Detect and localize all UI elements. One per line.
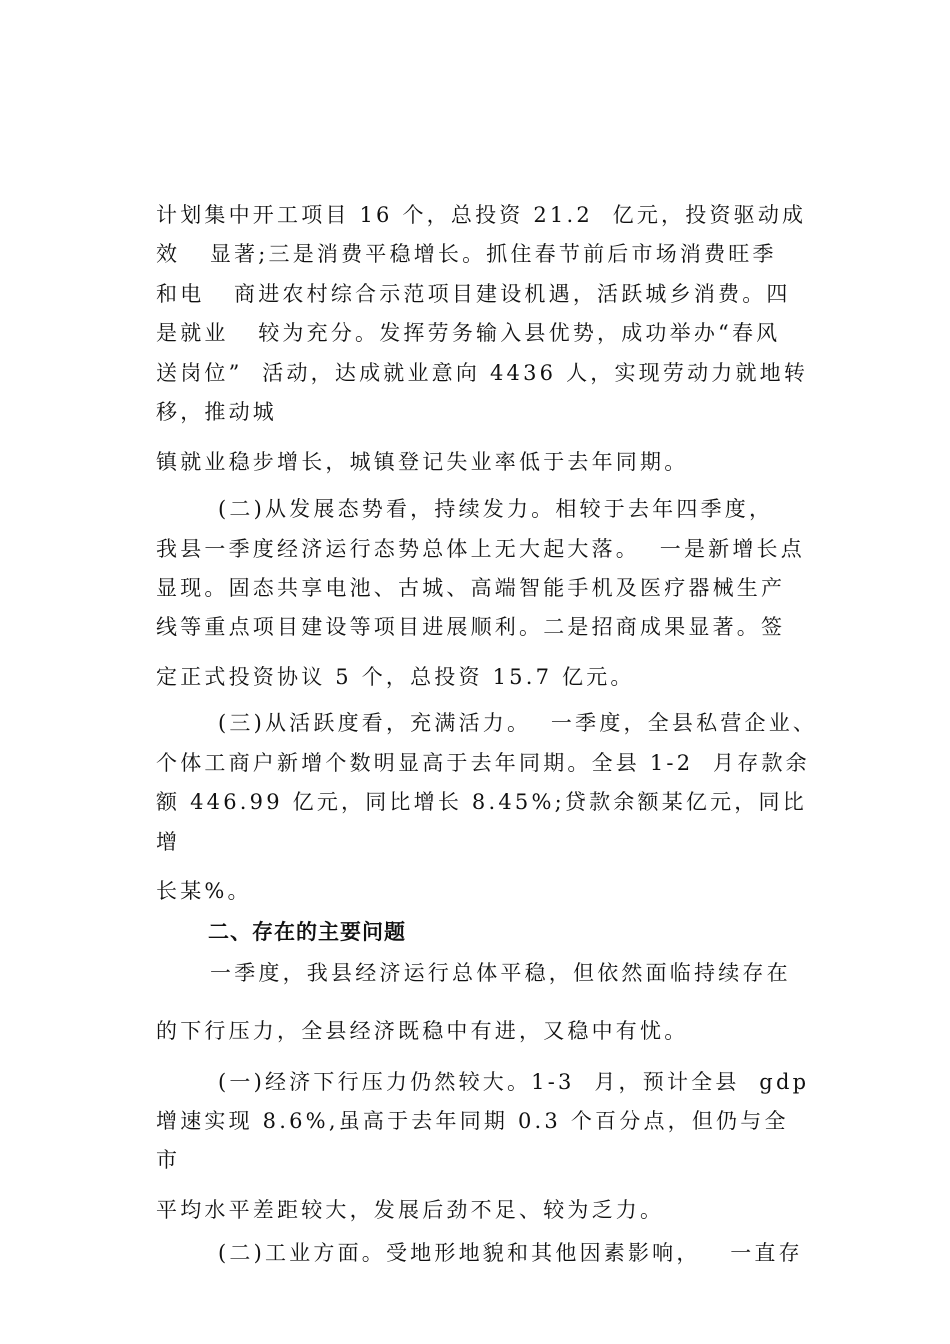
paragraph-line: 平均水平差距较大，发展后劲不足、较为乏力。 bbox=[156, 1198, 665, 1222]
paragraph-line: (三)从活跃度看，充满活力。 一季度，全县私营企业、 bbox=[218, 711, 818, 735]
paragraph-line: 增 bbox=[156, 830, 181, 854]
paragraph-line: 市 bbox=[156, 1148, 181, 1172]
paragraph-line: 我县一季度经济运行态势总体上无大起大落。 一是新增长点 bbox=[156, 537, 805, 561]
section-heading: 二、存在的主要问题 bbox=[208, 920, 406, 944]
paragraph-line: 长某%。 bbox=[156, 879, 252, 903]
paragraph-line: 额 446.99 亿元，同比增长 8.45%;贷款余额某亿元，同比 bbox=[156, 790, 807, 814]
paragraph-line: 镇就业稳步增长，城镇登记失业率低于去年同期。 bbox=[156, 450, 689, 474]
paragraph-line: 定正式投资协议 5 个，总投资 15.7 亿元。 bbox=[156, 665, 635, 689]
paragraph-line: 和电 商进农村综合示范项目建设机遇，活跃城乡消费。四 bbox=[156, 282, 791, 306]
paragraph-line: 计划集中开工项目 16 个，总投资 21.2 亿元，投资驱动成 bbox=[156, 203, 807, 227]
paragraph-line: 显现。固态共享电池、古城、高端智能手机及医疗器械生产 bbox=[156, 576, 786, 600]
paragraph-line: 一季度，我县经济运行总体平稳，但依然面临持续存在 bbox=[210, 961, 791, 985]
paragraph-line: 个体工商户新增个数明显高于去年同期。全县 1-2 月存款余 bbox=[156, 751, 810, 775]
paragraph-line: (二)工业方面。受地形地貌和其他因素影响， 一直存 bbox=[218, 1241, 803, 1265]
paragraph-line: 移，推动城 bbox=[156, 400, 277, 424]
paragraph-line: 的下行压力，全县经济既稳中有进，又稳中有忧。 bbox=[156, 1019, 689, 1043]
paragraph-line: 线等重点项目建设等项目进展顺利。二是招商成果显著。签 bbox=[156, 615, 786, 639]
paragraph-line: 送岗位” 活动，达成就业意向 4436 人，实现劳动力就地转 bbox=[156, 361, 809, 385]
paragraph-line: (二)从发展态势看，持续发力。相较于去年四季度， bbox=[218, 497, 774, 521]
paragraph-line: 是就业 较为充分。发挥劳务输入县优势，成功举办“春风 bbox=[156, 321, 781, 345]
paragraph-line: (一)经济下行压力仍然较大。1-3 月，预计全县 gdp bbox=[218, 1070, 810, 1094]
paragraph-line: 效 显著;三是消费平稳增长。抓住春节前后市场消费旺季 bbox=[156, 242, 777, 266]
paragraph-line: 增速实现 8.6%,虽高于去年同期 0.3 个百分点，但仍与全 bbox=[156, 1109, 789, 1133]
